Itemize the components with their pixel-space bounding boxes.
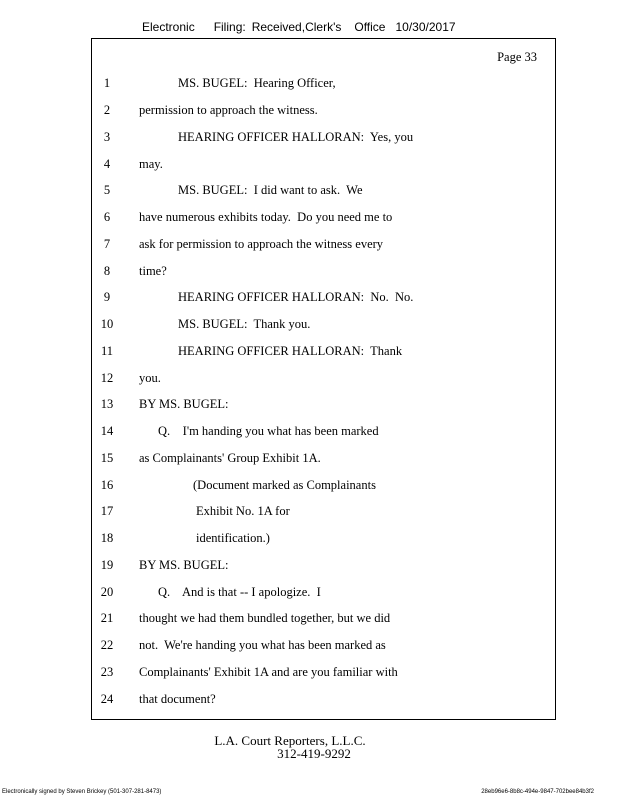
line-number: 4 (103, 157, 111, 171)
electronic-filing-header (142, 20, 456, 34)
line-number: 16 (100, 478, 114, 492)
line-number: 21 (100, 611, 114, 625)
transcript-line: time? (139, 264, 167, 278)
line-number: 22 (100, 638, 114, 652)
line-number: 13 (100, 397, 114, 411)
court-reporter-company: L.A. Court Reporters, L.L.C. (214, 733, 366, 748)
transcript-line: HEARING OFFICER HALLORAN: No. No. (178, 290, 414, 304)
line-number: 20 (100, 585, 114, 599)
transcript-line: identification.) (196, 531, 270, 545)
line-number: 19 (100, 558, 114, 572)
filing-header-office: Office (354, 20, 386, 34)
electronic-signature: Electronically signed by Steven Brickey (501-307-281-8473) (2, 789, 162, 795)
transcript-line: BY MS. BUGEL: (139, 397, 229, 411)
transcript-page (91, 38, 556, 720)
court-reporter-phone: 312-419-9292 (277, 746, 351, 761)
line-number: 10 (100, 317, 114, 331)
transcript-line: BY MS. BUGEL: (139, 558, 229, 572)
line-number: 11 (100, 344, 114, 358)
filing-header-filing: Filing: (213, 20, 246, 34)
line-number: 8 (103, 264, 111, 278)
line-number: 6 (103, 210, 111, 224)
transcript-line: Q. And is that -- I apologize. I (158, 585, 321, 599)
line-number: 2 (103, 103, 111, 117)
document-hash: 28eb96e6-8b8c-494e-9847-702bee84b3f2 (481, 789, 594, 795)
line-number: 17 (100, 504, 114, 518)
line-number: 15 (100, 451, 114, 465)
filing-header-electronic: Electronic (142, 20, 195, 34)
transcript-line: Complainants' Exhibit 1A and are you familiar with (139, 665, 398, 679)
transcript-line: Q. I'm handing you what has been marked (158, 424, 379, 438)
page-number: Page 33 (497, 50, 537, 64)
transcript-line: permission to approach the witness. (139, 103, 318, 117)
line-number: 1 (103, 76, 111, 90)
transcript-line: MS. BUGEL: I did want to ask. We (178, 183, 363, 197)
line-number: 9 (103, 290, 111, 304)
transcript-line: (Document marked as Complainants (193, 478, 376, 492)
line-number: 5 (103, 183, 111, 197)
line-number: 23 (100, 665, 114, 679)
transcript-line: thought we had them bundled together, but we did (139, 611, 391, 625)
transcript-line: not. We're handing you what has been marked as (139, 638, 386, 652)
transcript-line: Exhibit No. 1A for (196, 504, 290, 518)
filing-header-received: Received,Clerk's (251, 20, 342, 34)
transcript-line: as Complainants' Group Exhibit 1A. (139, 451, 321, 465)
line-number: 7 (103, 237, 111, 251)
transcript-line: HEARING OFFICER HALLORAN: Thank (178, 344, 403, 358)
transcript-line: you. (139, 371, 161, 385)
transcript-line: HEARING OFFICER HALLORAN: Yes, you (178, 130, 414, 144)
line-number: 14 (100, 424, 114, 438)
filing-header-date: 10/30/2017 (395, 20, 456, 34)
transcript-line: may. (139, 157, 163, 171)
line-number: 24 (100, 692, 114, 706)
transcript-line: that document? (139, 692, 216, 706)
transcript-line: MS. BUGEL: Thank you. (178, 317, 311, 331)
line-number: 3 (103, 130, 111, 144)
line-number: 18 (100, 531, 114, 545)
transcript-line: ask for permission to approach the witness every (139, 237, 384, 251)
transcript-line: MS. BUGEL: Hearing Officer, (178, 76, 336, 90)
transcript-line: have numerous exhibits today. Do you need me to (139, 210, 393, 224)
line-number: 12 (100, 371, 114, 385)
